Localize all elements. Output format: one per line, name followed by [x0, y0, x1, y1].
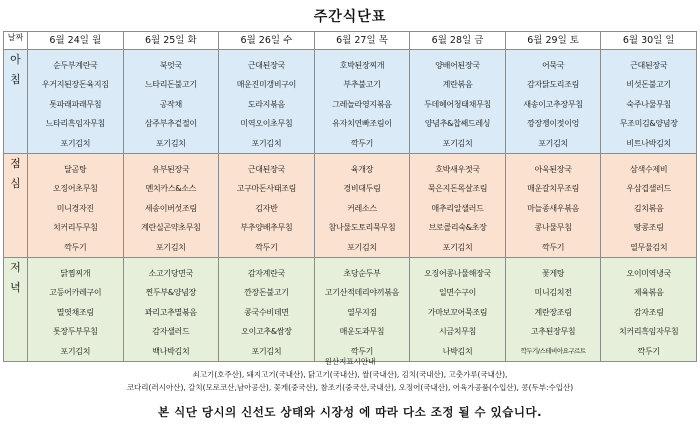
menu-item: 삼색수제비: [630, 165, 668, 175]
menu-item: 새송이고추장무침: [523, 99, 583, 109]
menu-item: 포기김치: [60, 138, 91, 148]
menu-cell: [505, 50, 601, 154]
day-header: 6월 27일 목: [314, 32, 410, 50]
menu-item: 일면수구이: [438, 288, 477, 298]
menu-cell: [601, 154, 697, 258]
menu-item: 꽈리고추멸볶음: [144, 307, 197, 317]
menu-item: 열무물김치: [630, 242, 668, 252]
menu-item: 포기김치: [155, 138, 186, 148]
menu-item: 멸엿채조림: [56, 307, 94, 317]
menu-item: 매운갈치무조림: [527, 184, 580, 194]
menu-item: 부추불고기: [343, 80, 381, 90]
menu-item: 포기김치: [251, 138, 282, 148]
menu-item: 비트나박김치: [626, 138, 671, 148]
menu-cell: [219, 154, 315, 258]
menu-item: 아욱된장국: [534, 165, 572, 175]
menu-item: 오이고추&쌈장: [241, 327, 292, 337]
menu-cell: [123, 50, 219, 154]
menu-item: 깍두기/스테비아요구르트: [520, 346, 586, 355]
menu-item: 경비대두림: [343, 184, 381, 194]
menu-item: 매운진미갱비구이: [236, 80, 297, 90]
menu-item: 우거지된장돈육지짐: [41, 80, 109, 90]
menu-item: 부추양배추무침: [240, 223, 293, 233]
menu-item: 꽃게탕: [541, 269, 565, 279]
menu-item: 그레놀라영지볶음: [332, 99, 392, 109]
menu-item: 유자치연빠조림이: [332, 119, 392, 129]
menu-item: 마늘종새우볶음: [527, 203, 580, 213]
menu-item: 매추리알샐러드: [431, 203, 484, 213]
menu-item: 깍두기: [255, 242, 278, 252]
meal-row-lunch: [4, 154, 697, 258]
meal-label-char: 침: [10, 73, 21, 86]
menu-item: 김자반: [255, 203, 278, 213]
meal-row-dinner: [4, 258, 697, 362]
meal-label: [4, 50, 28, 154]
meal-label: [4, 258, 28, 362]
menu-item: 제육볶음: [633, 288, 664, 298]
menu-item: 근대된장국: [247, 165, 285, 175]
menu-item: 나박김치: [442, 346, 473, 356]
menu-cell: [410, 258, 506, 362]
date-header: 날짜: [4, 32, 28, 50]
menu-cell: [28, 50, 124, 154]
menu-item: 감자샐러드: [152, 327, 190, 337]
menu-item: 삼주부추겉절이: [144, 119, 197, 129]
menu-item: 근대된장국: [247, 61, 285, 70]
menu-item: 유부된장국: [152, 165, 190, 175]
menu-cell: [505, 154, 601, 258]
menu-item: 콩국수비데면: [244, 307, 289, 317]
menu-item: 콩나물무침: [534, 223, 572, 233]
menu-item: 두데혜어청태채무침: [424, 99, 491, 109]
meal-label-char: 점: [10, 157, 21, 171]
menu-item: 비섯돈불고기: [626, 80, 671, 90]
menu-item: 매운도과무침: [339, 327, 385, 337]
menu-item: 호박새우젓국: [435, 165, 480, 175]
menu-item: 포기김치: [442, 242, 473, 252]
menu-item: 미역오이초무침: [240, 119, 293, 129]
menu-item: 깍두기: [350, 138, 374, 148]
menu-item: 치커리흑임자무침: [618, 327, 679, 337]
menu-item: 양념추&찹쌔드레싱: [424, 119, 491, 129]
menu-cell: [219, 258, 315, 362]
origin-info: [3, 355, 697, 394]
menu-item: 깍두기: [541, 242, 565, 252]
menu-item: 계란실곤약초무침: [141, 223, 201, 233]
menu-item: 오징어콩나물해장국: [424, 269, 491, 279]
menu-item: 톳장두부무침: [52, 327, 98, 337]
menu-item: 북엇국: [159, 61, 182, 70]
page-title: 주간식단표: [313, 9, 387, 25]
menu-item: 오이미역냉국: [626, 269, 671, 279]
menu-item: 호박된장찌개: [339, 61, 385, 70]
menu-cell: [28, 258, 124, 362]
menu-item: 포기김치: [155, 242, 186, 252]
menu-item: 세송이버섯조림: [144, 203, 197, 213]
menu-item: 김치볶음: [633, 203, 664, 213]
meal-label-char: 심: [10, 177, 21, 191]
menu-item: 깍두기: [350, 346, 374, 356]
menu-item: 깍두기: [637, 346, 660, 356]
menu-cell: [123, 258, 219, 362]
origin-heading: 원산지표시안내: [324, 357, 376, 366]
day-header: 6월 30일 일: [601, 32, 697, 50]
menu-cell: [28, 154, 124, 258]
menu-item: 공작채: [159, 99, 182, 109]
menu-cell: [219, 50, 315, 154]
menu-item: 양배어된장국: [435, 61, 480, 70]
menu-item: 오징어초무침: [52, 184, 98, 194]
menu-item: 도라지볶음: [247, 99, 285, 109]
menu-item: 닭찜찌개: [60, 269, 91, 279]
menu-item: 계란장조림: [534, 307, 572, 317]
menu-cell: [601, 50, 697, 154]
menu-item: 소고기당면국: [148, 269, 194, 279]
header-row: [4, 32, 697, 50]
menu-item: 순두부계란국: [52, 61, 98, 70]
day-header: 6월 29일 토: [505, 32, 601, 50]
menu-item: 숙주나물무침: [626, 99, 671, 109]
menu-item: 깡장젱이젓이엉: [527, 119, 580, 129]
menu-item: 커레소스: [347, 203, 377, 213]
menu-item: 감자조림: [633, 307, 664, 317]
menu-item: 찐두부&양념장: [145, 288, 197, 298]
menu-item: 미니경자진: [56, 203, 94, 213]
menu-item: 감자계란국: [247, 269, 285, 279]
menu-item: 가마보꼬어묵조림: [427, 307, 488, 317]
day-header: 6월 25일 화: [123, 32, 219, 50]
menu-cell: [505, 258, 601, 362]
menu-item: 열무지짐: [347, 307, 377, 317]
menu-item: 우삼겹샐러드: [626, 184, 671, 194]
meal-label-char: 저: [10, 261, 21, 275]
menu-item: 묵은지돈목살조림: [427, 184, 488, 194]
menu-item: 감자닭도리조림: [527, 80, 580, 90]
menu-item: 무조미김&양념장: [619, 119, 678, 129]
day-header: 6월 24일 월: [28, 32, 124, 50]
day-header: 6월 28일 금: [410, 32, 506, 50]
meal-label-char: 녁: [10, 281, 21, 295]
menu-item: 브로콜리숙&초장: [428, 223, 487, 233]
menu-item: 땅콩조림: [633, 223, 664, 233]
origin-line: 쇠고기(호주산), 돼지고기(국내산), 닭고기(국내산), 쌀(국내산), 김치(국내산), 고춧가루(국내산),: [192, 370, 508, 379]
menu-item: 포기김치: [347, 242, 377, 252]
meal-row-breakfast: [4, 50, 697, 154]
menu-item: 느타리흑임자무침: [45, 119, 105, 129]
day-header: 6월 26일 수: [219, 32, 315, 50]
menu-item: 어묵국: [541, 61, 565, 70]
menu-item: 포기김치: [251, 346, 282, 356]
menu-item: 고구마돈사태조림: [236, 184, 297, 194]
meal-label: [4, 154, 28, 258]
menu-item: 치커리두무침: [52, 223, 98, 233]
menu-item: 참나물도토리묵무침: [328, 223, 396, 233]
menu-cell: [410, 50, 506, 154]
menu-item: 육개장: [350, 165, 374, 175]
menu-cell: [314, 50, 410, 154]
menu-cell: [601, 258, 697, 362]
menu-item: 달곰탕: [64, 165, 87, 175]
menu-cell: [123, 154, 219, 258]
menu-item: 톳파래파래무침: [49, 99, 102, 109]
menu-item: 깍두기: [64, 242, 87, 252]
menu-item: 미니김치전: [534, 288, 572, 298]
menu-cell: [410, 154, 506, 258]
menu-item: 계란볶음: [442, 80, 473, 90]
menu-item: 초당순두부: [343, 269, 381, 279]
menu-item: 느타리돈불고기: [144, 80, 197, 90]
menu-item: 근대된장국: [630, 61, 668, 70]
origin-line: 코다리(러시아산), 갈치(모로코산,남아공산), 꽃게(중국산), 참조기(중국산,국내산), 오징어(국내산), 어육가공품(수입산), 콩(두부:수입산): [126, 383, 574, 392]
menu-item: 백나박김치: [152, 346, 190, 356]
menu-item: 시금치무침: [438, 327, 477, 337]
menu-item: 포기김치: [60, 346, 91, 356]
menu-cell: [314, 258, 410, 362]
menu-cell: [314, 154, 410, 258]
menu-item: 고기산적데리야끼볶음: [324, 288, 400, 298]
menu-item: 깐장돈불고기: [244, 288, 289, 298]
menu-item: 포기김치: [442, 138, 473, 148]
menu-item: 멘치카스&소스: [145, 184, 197, 194]
menu-item: 포기김치: [538, 138, 568, 148]
menu-item: 고등어카레구이: [49, 288, 102, 298]
menu-item: 고추된장무침: [530, 327, 576, 337]
meal-label-char: 아: [10, 53, 21, 66]
notice-text: 본 식단 당시의 신선도 상태와 시장성 에 따라 다소 조정 될 수 있습니다.: [158, 405, 542, 419]
menu-table: [3, 31, 697, 362]
